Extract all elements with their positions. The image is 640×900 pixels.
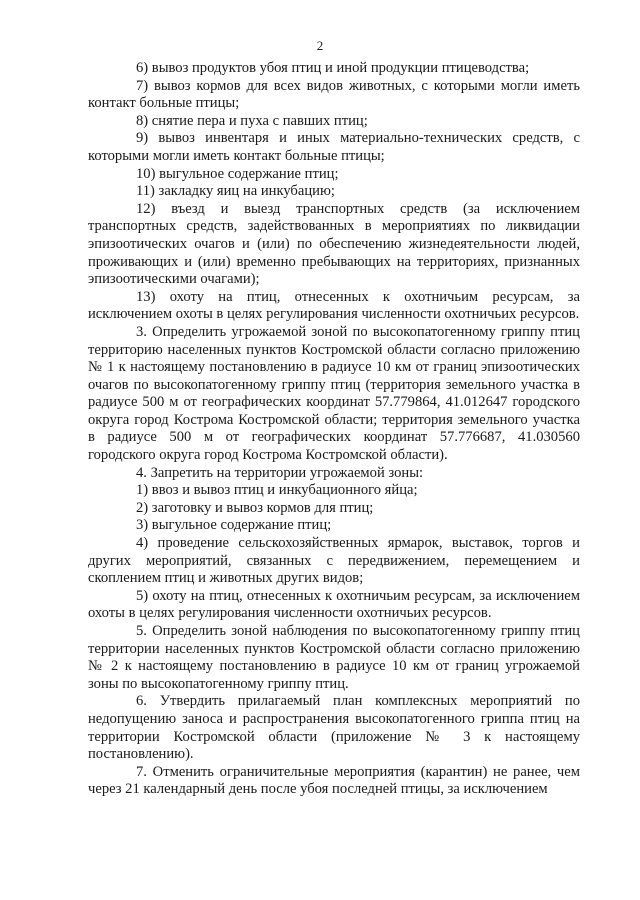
paragraph-item-13-hunting: 13) охоту на птиц, отнесенных к охотничьим ресурсам, за исключением охоты в целях регулирования численности охотничьих ресурсов. (88, 288, 580, 323)
paragraph-zone-item-2-feed: 2) заготовку и вывоз кормов для птиц; (136, 499, 374, 516)
paragraph-section-7-cancel-quarantine: 7. Отменить ограничительные мероприятия (карантин) не ранее, чем через 21 календарный день после убоя последней птицы, за исключением (88, 763, 580, 798)
paragraph-item-8-feather-removal: 8) снятие пера и пуха с павших птиц; (136, 112, 368, 129)
paragraph-item-12-vehicle-entry: 12) въезд и выезд транспортных средств (за исключением транспортных средств, задействованных в мероприятиях по ликвидации эпизоотических очагов и (или) по обеспечению жизнедеятельности людей, проживающих и (или) временно пребывающих на территориях, признанных эпизоотическими очагами); (88, 200, 580, 288)
paragraph-section-4-prohibitions: 4. Запретить на территории угрожаемой зоны: (136, 464, 424, 481)
paragraph-section-5-observation-zone: 5. Определить зоной наблюдения по высокопатогенному гриппу птиц территории населенных пунктов Костромской области согласно приложению № 2 к настоящему постановлению в радиусе 10 км от границ угрожаемой зоны по высокопатогенному гриппу птиц. (88, 623, 580, 692)
paragraph-zone-item-3-free-range: 3) выгульное содержание птиц; (136, 517, 332, 534)
paragraph-zone-item-4-fairs: 4) проведение сельскохозяйственных ярмарок, выставок, торгов и других мероприятий, связанных с передвижением, перемещением и скоплением птиц и животных других видов; (88, 535, 580, 587)
paragraph-item-11-incubation: 11) закладку яиц на инкубацию; (136, 183, 335, 200)
paragraph-item-6-export-slaughter-products: 6) вывоз продуктов убоя птиц и иной продукции птицеводства; (136, 60, 530, 76)
paragraph-zone-item-5-hunting: 5) охоту на птиц, отнесенных к охотничьим ресурсам, за исключением охоты в целях регулирования численности охотничьих ресурсов. (88, 587, 580, 622)
paragraph-section-6-plan: 6. Утвердить прилагаемый план комплексных мероприятий по недопущению заноса и распространения высокопатогенного гриппа птиц на территории Костромской области (приложение № 3 к настоящему постановлению). (88, 693, 580, 763)
paragraph-item-10-free-range: 10) выгульное содержание птиц; (136, 165, 339, 182)
paragraph-item-7-export-feed: 7) вывоз кормов для всех видов животных, с которыми могли иметь контакт больные птицы; (88, 77, 580, 112)
paragraph-section-3-threatened-zone: 3. Определить угрожаемой зоной по высокопатогенному гриппу птиц территорию населенных пунктов Костромской области согласно приложению № 1 к настоящему постановлению в радиусе 10 км от границ эпизоотических очагов по высокопатогенному гриппу птиц (территория земельного участка в радиусе 500 м от географических координат 57.779864, 41.012647 городского округа город Кострома Костромской области; территория земельного участка в радиусе 500 м от географических координат 57.776687, 41.030560 городского округа город Кострома Костромской области). (88, 323, 580, 464)
document-body (88, 60, 580, 799)
paragraph-zone-item-1-import-export: 1) ввоз и вывоз птиц и инкубационного яйца; (136, 482, 418, 499)
paragraph-item-9-export-inventory: 9) вывоз инвентаря и иных материально-технических средств, с которыми могли иметь контакт больные птицы; (88, 130, 580, 164)
page-number: 2 (316, 38, 324, 53)
